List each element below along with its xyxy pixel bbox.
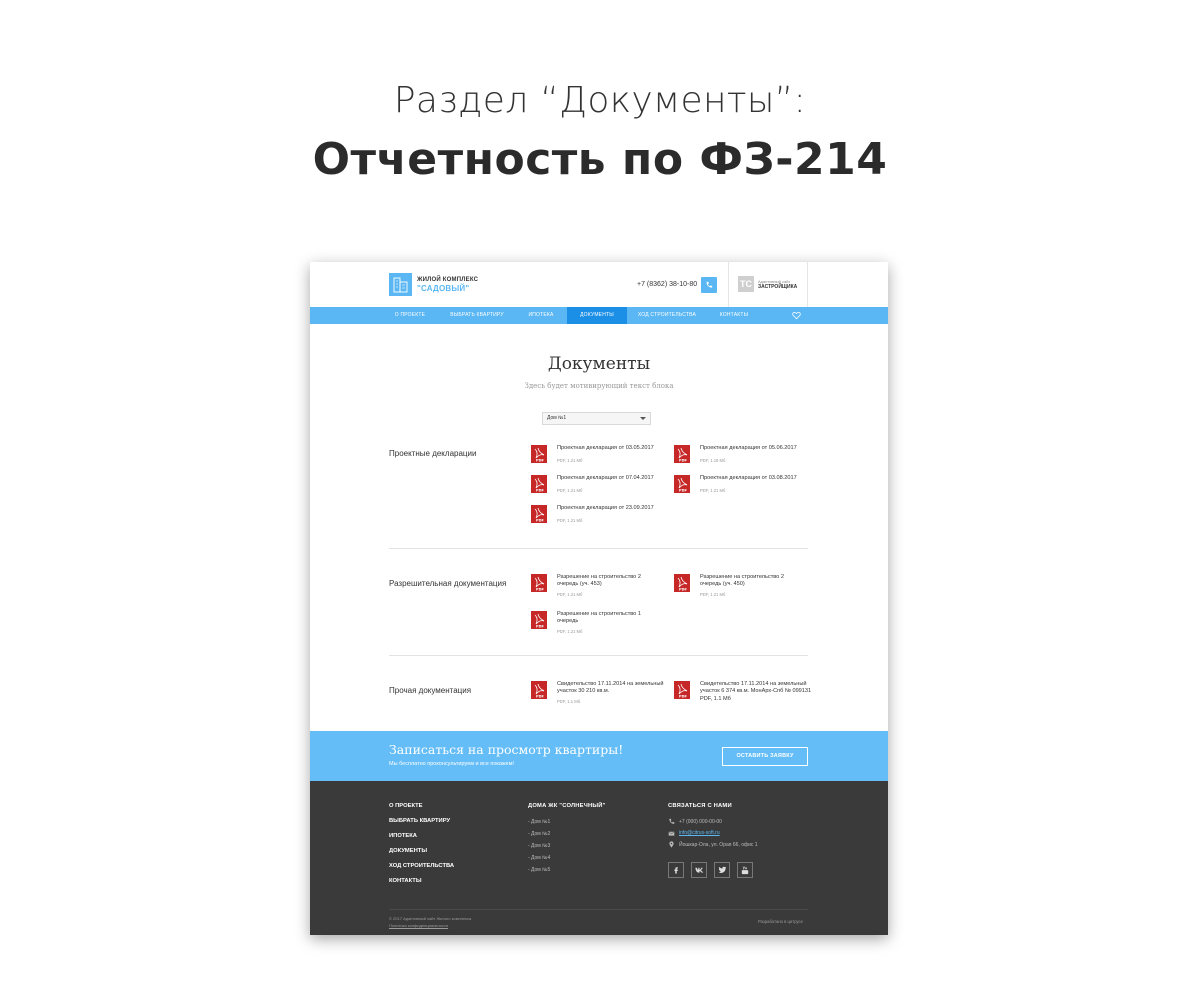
privacy-policy-link[interactable]: Политика конфиденциальности <box>389 923 449 928</box>
svg-text:PDF: PDF <box>536 488 544 493</box>
nav-item-mortgage[interactable]: ИПОТЕКА <box>528 312 554 318</box>
svg-text:PDF: PDF <box>679 458 687 463</box>
svg-text:PDF: PDF <box>679 488 687 493</box>
nav-item-about[interactable]: О ПРОЕКТЕ <box>394 312 426 318</box>
house-select-value: Дом №1 <box>547 415 567 421</box>
twitter-icon[interactable] <box>714 862 730 878</box>
header-phone[interactable]: +7 (8362) 38-10-80 <box>637 281 698 288</box>
site-header <box>310 262 888 307</box>
footer-house-link[interactable]: - Дом №3 <box>528 843 551 849</box>
logo-line1[interactable]: ЖИЛОЙ КОМПЛЕКС <box>417 277 479 283</box>
footer-link-mortgage[interactable]: ИПОТЕКА <box>389 833 417 839</box>
document-title[interactable]: Проектная декларация от 03.05.2017 <box>557 445 654 451</box>
footer-link-about[interactable]: О ПРОЕКТЕ <box>389 803 423 809</box>
page-subtitle: Здесь будет мотивирующий текст блока <box>524 382 674 390</box>
document-meta: PDF, 1.21 Мб <box>557 458 583 463</box>
document-meta: PDF, 1.21 Мб <box>700 592 726 597</box>
facebook-icon[interactable] <box>668 862 684 878</box>
pdf-icon <box>674 475 690 493</box>
document-meta: PDF, 1.21 Мб <box>700 488 726 493</box>
footer-contact-heading: СВЯЗАТЬСЯ С НАМИ <box>668 803 732 809</box>
header-divider <box>807 262 808 307</box>
section-label-other-docs: Прочая документация <box>389 686 472 695</box>
footer-house-link[interactable]: - Дом №5 <box>528 867 551 873</box>
cta-banner <box>310 731 888 781</box>
pdf-icon <box>674 574 690 592</box>
footer-divider <box>389 909 808 910</box>
page-title: Документы <box>547 354 651 374</box>
nav-item-choose-flat[interactable]: ВЫБРАТЬ КВАРТИРУ <box>450 312 504 318</box>
document-title[interactable]: Проектная декларация от 05.06.2017 <box>700 445 797 451</box>
phone-call-button[interactable] <box>701 277 717 293</box>
location-pin-icon <box>668 841 675 848</box>
document-meta: PDF, 1.1 Мб <box>700 696 731 702</box>
site-mockup <box>310 262 888 935</box>
pdf-icon <box>531 574 547 592</box>
pdf-icon <box>531 445 547 463</box>
hero-subtitle: Раздел “Документы”: <box>393 80 807 121</box>
footer-link-documents[interactable]: ДОКУМЕНТЫ <box>389 848 428 854</box>
document-title[interactable]: Проектная декларация от 07.04.2017 <box>557 475 654 481</box>
developer-credit-link[interactable]: Разработано в цитрусе <box>758 919 803 924</box>
phone-icon <box>705 281 713 289</box>
youtube-icon[interactable] <box>737 862 753 878</box>
heart-icon[interactable] <box>792 311 801 320</box>
svg-text:PDF: PDF <box>536 694 544 699</box>
section-label-permits: Разрешительная документация <box>389 579 507 588</box>
section-label-project-declarations: Проектные декларации <box>389 449 477 458</box>
footer-address: Йошкар-Ола, ул. Орая 66, офис 1 <box>679 842 758 848</box>
document-meta: PDF, 1.21 Мб <box>557 592 583 597</box>
submit-request-button[interactable]: ОСТАВИТЬ ЗАЯВКУ <box>722 747 808 766</box>
pdf-icon <box>531 505 547 523</box>
svg-text:PDF: PDF <box>536 624 544 629</box>
document-title[interactable]: Проектная декларация от 23.09.2017 <box>557 505 654 511</box>
phone-icon <box>668 818 675 825</box>
house-select[interactable] <box>542 412 651 425</box>
hero-title: Отчетность по ФЗ-214 <box>312 134 888 185</box>
footer-house-link[interactable]: - Дом №1 <box>528 819 551 825</box>
document-meta: PDF, 1.21 Мб <box>557 488 583 493</box>
svg-text:PDF: PDF <box>679 694 687 699</box>
svg-text:PDF: PDF <box>536 458 544 463</box>
nav-item-construction[interactable]: ХОД СТРОИТЕЛЬСТВА <box>637 312 697 318</box>
developer-logo-icon[interactable]: ТС <box>738 276 754 292</box>
pdf-icon <box>531 681 547 699</box>
document-meta: PDF, 1.21 Мб <box>557 518 583 523</box>
svg-text:PDF: PDF <box>536 587 544 592</box>
mail-icon <box>668 830 675 837</box>
pdf-icon <box>674 445 690 463</box>
footer-link-construction[interactable]: ХОД СТРОИТЕЛЬСТВА <box>389 863 455 869</box>
document-meta: PDF, 1.1 Мб <box>557 699 581 704</box>
nav-item-documents[interactable]: ДОКУМЕНТЫ <box>567 307 627 324</box>
building-logo-icon[interactable] <box>389 273 412 296</box>
footer-phone[interactable]: +7 (000) 000-00-00 <box>679 819 722 825</box>
pdf-icon <box>531 475 547 493</box>
footer-link-choose-flat[interactable]: ВЫБРАТЬ КВАРТИРУ <box>389 818 451 824</box>
document-title[interactable]: Свидетельство 17.11.2014 на земельный участок 6 374 кв.м. МонАрх-Спб № 099131 <box>700 681 812 694</box>
footer-copyright: © 2017 Адаптивный сайт Жилого комплекса <box>389 916 472 921</box>
pdf-icon <box>674 681 690 699</box>
svg-text:PDF: PDF <box>536 518 544 523</box>
vk-icon[interactable] <box>691 862 707 878</box>
pdf-icon <box>531 611 547 629</box>
document-title[interactable]: Проектная декларация от 03.08.2017 <box>700 475 797 481</box>
footer-house-link[interactable]: - Дом №4 <box>528 855 551 861</box>
footer-link-contacts[interactable]: КОНТАКТЫ <box>389 878 422 884</box>
document-title[interactable]: Разрешение на строительство 1 очередь <box>557 611 641 624</box>
nav-item-contacts[interactable]: КОНТАКТЫ <box>719 312 749 318</box>
cta-title: Записаться на просмотр квартиры! <box>389 742 624 757</box>
svg-text:PDF: PDF <box>679 587 687 592</box>
document-title[interactable]: Разрешение на строительство 2 очередь (уч. 450) <box>700 574 784 587</box>
site-footer <box>310 781 888 935</box>
header-divider <box>728 262 729 307</box>
section-divider <box>389 548 808 549</box>
document-meta: PDF, 1.21 Мб <box>557 629 583 634</box>
developer-title[interactable]: ЗАСТРОЙЩИКА <box>758 284 798 290</box>
footer-house-link[interactable]: - Дом №2 <box>528 831 551 837</box>
logo-line2[interactable]: "САДОВЫЙ" <box>417 284 470 293</box>
developer-caption: Адаптивный сайт <box>758 279 791 284</box>
footer-email[interactable]: info@citrus-soft.ru <box>679 830 720 836</box>
chevron-down-icon <box>640 417 646 420</box>
document-meta: PDF, 1.19 Мб <box>700 458 726 463</box>
footer-houses-heading: ДОМА ЖК "СОЛНЕЧНЫЙ" <box>528 803 606 809</box>
section-divider <box>389 655 808 656</box>
cta-subtitle: Мы бесплатно проконсультируем и все покажем! <box>389 761 515 767</box>
document-title[interactable]: Разрешение на строительство 2 очередь (уч. 453) <box>557 574 641 587</box>
main-nav <box>310 307 888 324</box>
document-title[interactable]: Свидетельство 17.11.2014 на земельный участок 30 210 кв.м. <box>557 681 664 694</box>
